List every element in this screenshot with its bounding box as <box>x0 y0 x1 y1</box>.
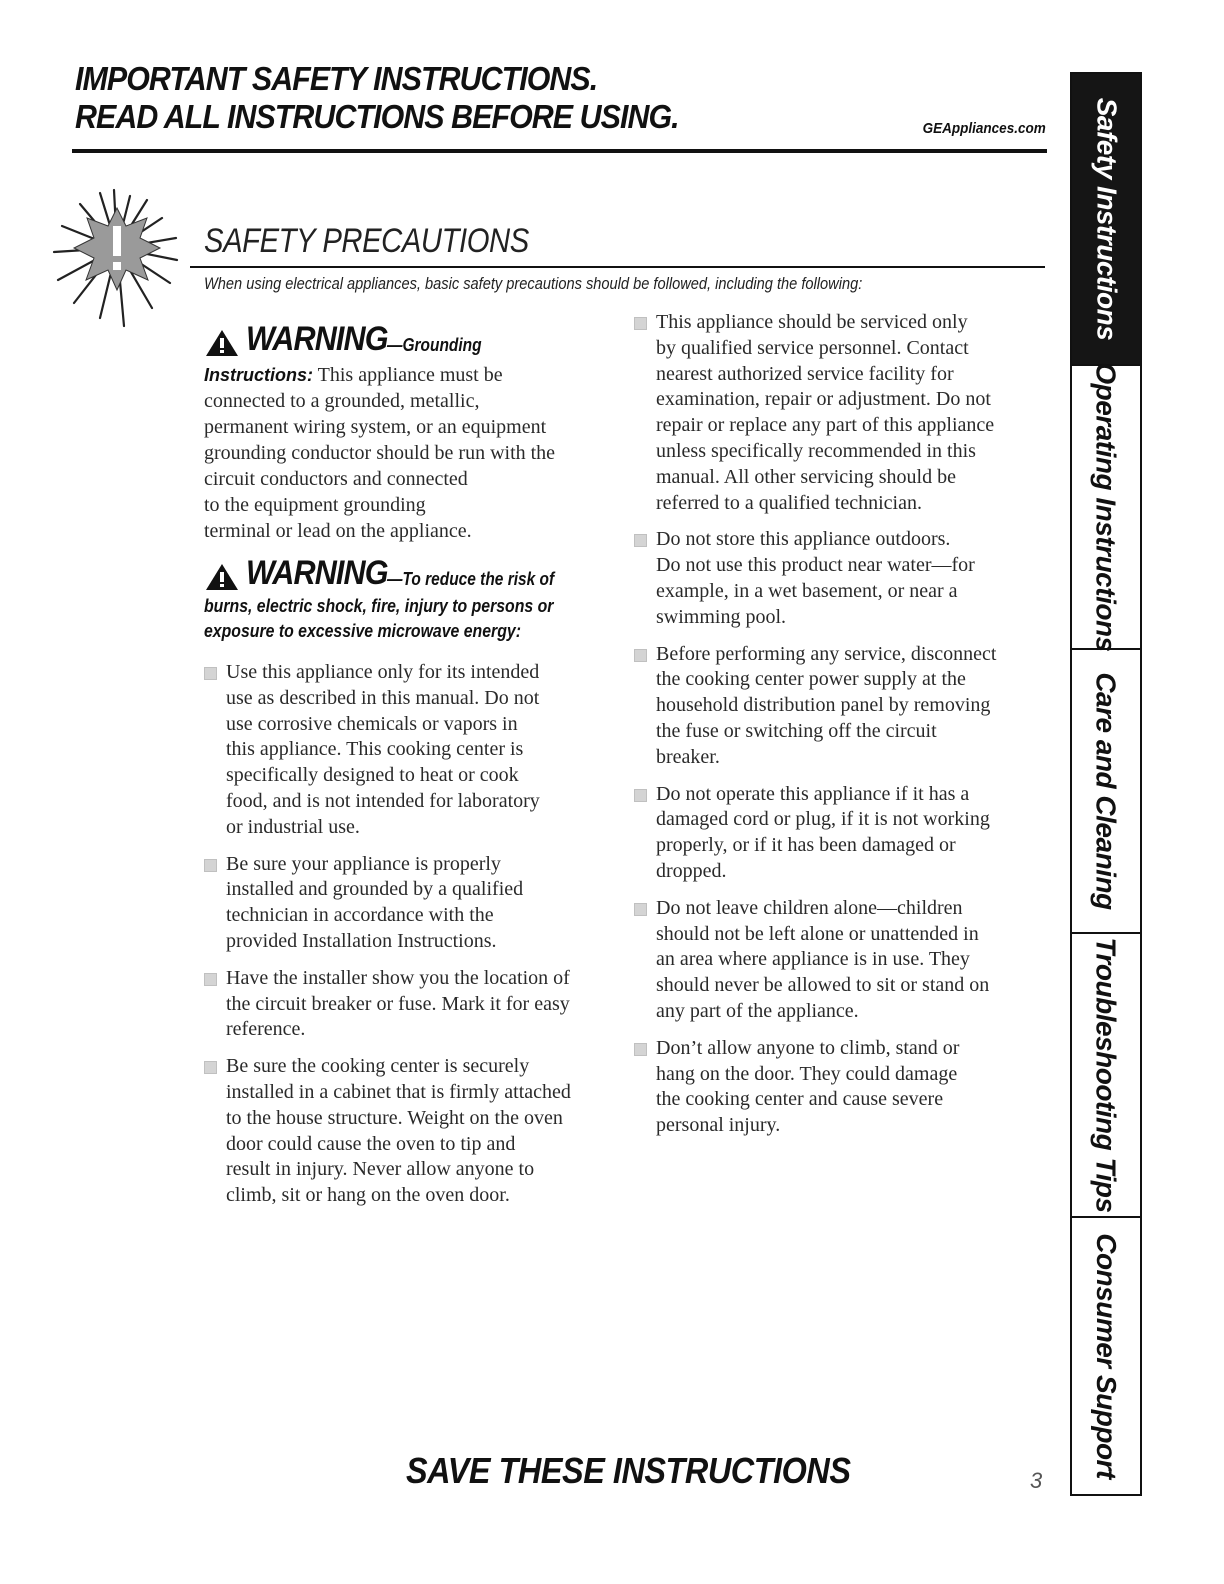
warning-subtitle: —Grounding <box>387 335 482 355</box>
list-item: Do not store this appliance outdoors. Do not use this product near water—for example, in a wet basement, or near a swimming pool. <box>634 527 1044 630</box>
section-divider <box>190 266 1045 268</box>
list-item: This appliance should be serviced only by qualified service personnel. Contact nearest authorized service facility for examination, repair or adjustment. Do not repair or replace any part of this appliance unless specifically recommended in this manual. All other servicing should be referred to a qualified technician. <box>634 310 1044 516</box>
warning-grounding-heading <box>204 320 614 358</box>
list-item: Be sure your appliance is properly installed and grounded by a qualified technician in accordance with the provided Installation Instructions. <box>204 852 614 955</box>
bullet-square-icon <box>204 1061 217 1074</box>
side-tab-bar <box>1070 72 1142 1496</box>
risk-line: exposure to excessive microwave energy: <box>204 621 521 641</box>
save-instructions-footer: SAVE THESE INSTRUCTIONS <box>406 1450 851 1491</box>
tab-label: Safety Instructions <box>1091 97 1122 341</box>
header-divider <box>72 149 1047 153</box>
list-item: Do not operate this appliance if it has a damaged cord or plug, if it is not working properly, or if it has been damaged or dropped. <box>634 782 1044 885</box>
title-line-1: IMPORTANT SAFETY INSTRUCTIONS. <box>75 60 598 97</box>
tab-label: Troubleshooting Tips <box>1091 937 1122 1213</box>
tab-consumer-support[interactable] <box>1072 1216 1140 1494</box>
bullet-square-icon <box>634 789 647 802</box>
warning-word: WARNING <box>246 320 388 358</box>
tab-label: Operating Instructions <box>1091 362 1122 652</box>
website-link: GEAppliances.com <box>922 120 1046 137</box>
tab-label: Consumer Support <box>1091 1233 1122 1479</box>
page-number: 3 <box>1030 1468 1043 1493</box>
bullet-square-icon <box>634 903 647 916</box>
grounding-instructions <box>204 362 614 544</box>
title-line-2: READ ALL INSTRUCTIONS BEFORE USING. <box>75 98 679 135</box>
list-item: Have the installer show you the location of the circuit breaker or fuse. Mark it for easy reference. <box>204 966 614 1043</box>
tab-safety-instructions[interactable] <box>1072 74 1140 364</box>
warning-triangle-icon <box>204 328 240 358</box>
instructions-lead: Instructions: <box>204 365 314 385</box>
warning-subtitle: —To reduce the risk of <box>387 569 555 589</box>
bullet-square-icon <box>204 667 217 680</box>
warning-risk-continuation <box>204 594 609 644</box>
grounding-line: connected to a grounded, metallic, <box>204 390 480 412</box>
list-item: Use this appliance only for its intended use as described in this manual. Do not use corrosive chemicals or vapors in this appliance. This cooking center is specifically designed to heat or cook food, and is not intended for laboratory or industrial use. <box>204 660 614 841</box>
tab-operating-instructions[interactable] <box>1072 362 1140 652</box>
section-title: SAFETY PRECAUTIONS <box>204 222 529 260</box>
grounding-line: to the equipment grounding <box>204 494 426 516</box>
right-bullet-list <box>634 310 1044 1139</box>
bullet-square-icon <box>634 1043 647 1056</box>
grounding-line: grounding conductor should be run with the <box>204 442 556 464</box>
bullet-square-icon <box>634 534 647 547</box>
left-column <box>204 320 614 1220</box>
list-item: Be sure the cooking center is securely installed in a cabinet that is firmly attached to the house structure. Weight on the oven door could cause the oven to tip and result in injury. Never allow anyone to climb, sit or hang on the oven door. <box>204 1054 614 1209</box>
right-column <box>634 310 1044 1150</box>
warning-burst-icon <box>52 188 182 328</box>
risk-line: burns, electric shock, fire, injury to persons or <box>204 596 554 616</box>
tab-troubleshooting-tips[interactable] <box>1072 932 1140 1216</box>
page-title <box>75 60 1055 136</box>
list-item: Do not leave children alone—children should not be left alone or unattended in an area where appliance is in use. They should never be allowed to sit or stand on any part of the appliance. <box>634 896 1044 1025</box>
list-item: Don’t allow anyone to climb, stand or hang on the door. They could damage the cooking center and cause severe personal injury. <box>634 1036 1044 1139</box>
bullet-square-icon <box>634 649 647 662</box>
grounding-line: terminal or lead on the appliance. <box>204 520 472 542</box>
list-item: Before performing any service, disconnect the cooking center power supply at the household distribution panel by removing the fuse or switching off the circuit breaker. <box>634 642 1044 771</box>
warning-risk-heading <box>204 554 614 592</box>
bullet-square-icon <box>204 859 217 872</box>
bullet-square-icon <box>634 317 647 330</box>
warning-word: WARNING <box>246 554 388 592</box>
grounding-line: This appliance must be <box>317 364 503 386</box>
tab-label: Care and Cleaning <box>1091 672 1122 910</box>
grounding-line: circuit conductors and connected <box>204 468 468 490</box>
left-bullet-list <box>204 660 614 1209</box>
bullet-square-icon <box>204 973 217 986</box>
tab-care-and-cleaning[interactable] <box>1072 648 1140 932</box>
section-intro: When using electrical appliances, basic safety precautions should be followed, including the following: <box>204 274 863 293</box>
grounding-line: permanent wiring system, or an equipment <box>204 416 547 438</box>
warning-triangle-icon <box>204 562 240 592</box>
